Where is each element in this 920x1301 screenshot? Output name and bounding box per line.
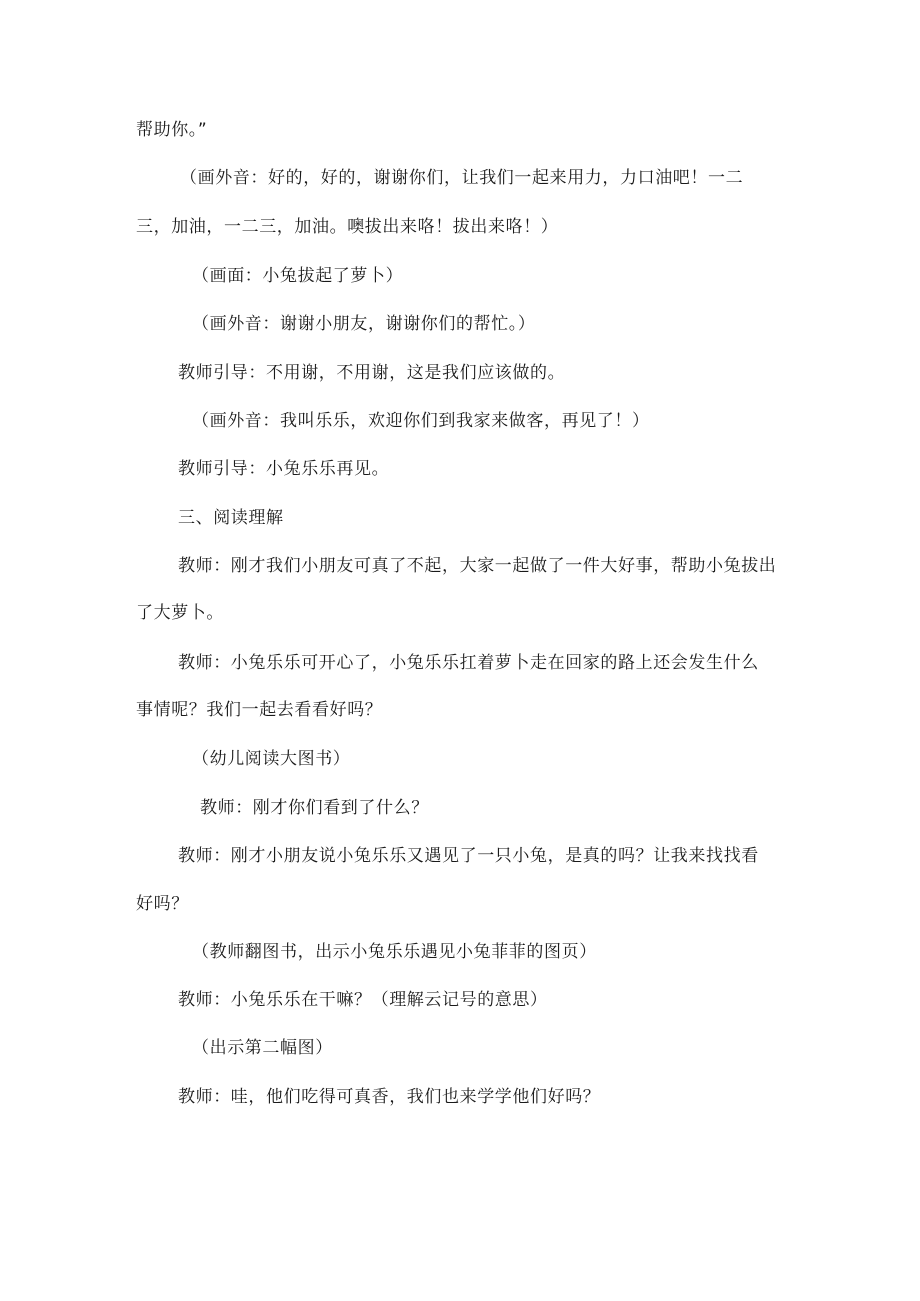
text-line: 教师：刚才小朋友说小兔乐乐又遇见了一只小兔，是真的吗？让我来找找看 [178,846,759,866]
text-line: 教师：刚才你们看到了什么？ [200,798,429,818]
text-line: 三，加油，一二三，加油。噢拔出来咯！拔出来咯！） [136,217,559,237]
text-line: 教师：哇，他们吃得可真香，我们也来学学他们好吗？ [178,1087,601,1107]
text-line: 教师：小兔乐乐可开心了，小兔乐乐扛着萝卜走在回家的路上还会发生什么 [178,653,759,673]
text-line: （出示第二幅图） [192,1038,333,1058]
section-heading: 三、阅读理解 [178,508,284,528]
text-line: （画外音：好的，好的，谢谢你们，让我们一起来用力，力口油吧！一二 [180,168,744,188]
text-line: 了大萝卜。 [136,603,224,623]
text-line: （教师翻图书，出示小兔乐乐遇见小兔菲菲的图页） [192,942,597,962]
text-line: 教师引导：小兔乐乐再见。 [178,459,390,479]
text-line: （画外音：谢谢小朋友，谢谢你们的帮忙。） [192,314,536,334]
text-line: 教师：刚才我们小朋友可真了不起，大家一起做了一件大好事，帮助小兔拔出 [178,556,777,576]
text-line: （幼儿阅读大图书） [192,749,351,769]
text-line: 事情呢？我们一起去看看好吗？ [136,700,383,720]
text-line: （画外音：我叫乐乐，欢迎你们到我家来做客，再见了！） [192,411,650,431]
text-line: 好吗？ [136,894,189,914]
text-line: （画面：小兔拔起了萝卜） [192,266,404,286]
text-line: 教师引导：不用谢，不用谢，这是我们应该做的。 [178,363,566,383]
text-line: 帮助你。” [136,120,208,140]
text-line: 教师：小兔乐乐在干嘛？（理解云记号的意思） [178,990,548,1010]
